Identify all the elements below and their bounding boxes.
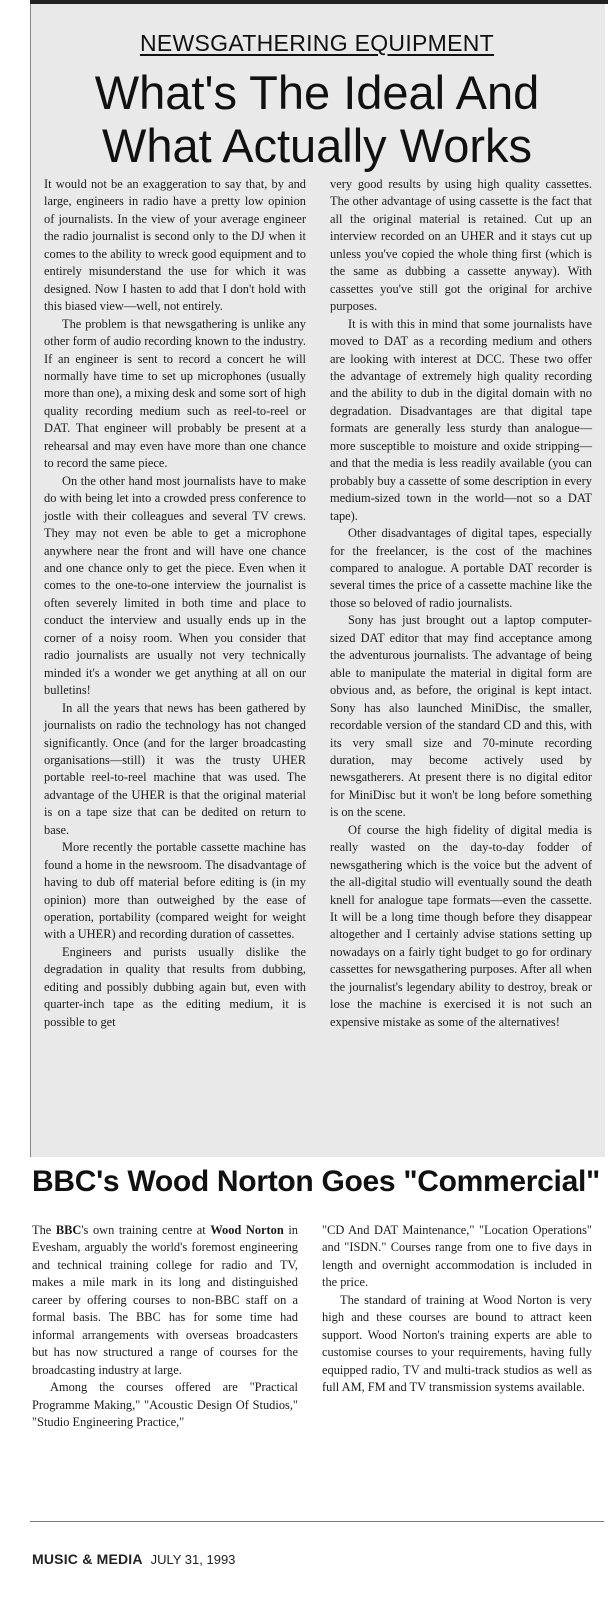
paragraph: "CD And DAT Maintenance," "Location Operations" and "ISDN." Courses range from one to five days in length and overnight accommodation is included in the price. (322, 1223, 592, 1290)
paragraph: Other disadvantages of digital tapes, especially for the freelancer, is the cost of the machines compared to analogue. A portable DAT recorder is several times the price of a cassette machine like the those so beloved of radio journalists. (330, 526, 592, 610)
article1-right-column (330, 176, 592, 1031)
article-headline (30, 66, 604, 172)
lead-mid: 's own training centre at (81, 1223, 211, 1237)
lead-bold-bbc: BBC (55, 1223, 82, 1237)
section-kicker: NEWSGATHERING EQUIPMENT (139, 30, 495, 56)
paragraph: More recently the portable cassette machine has found a home in the newsroom. The disadvantage of having to dub off material before editing is (in my opinion) more than outweighed by the ease of operation, portability (compared weight for weight with a UHER) and recording duration of cassettes. (44, 840, 306, 942)
headline-line-1: What's The Ideal And (94, 66, 540, 119)
headline-line-2: What Actually Works (101, 119, 533, 172)
paragraph: The standard of training at Wood Norton is very high and these courses are bound to attract keen support. Wood Norton's training experts are able to customise courses to your requirements, having fully equipped radio, TV and multi-track studios as well as full AM, FM and TV transmission systems available. (322, 1292, 592, 1395)
publication-name: MUSIC & MEDIA (32, 1551, 143, 1567)
footer-rule (30, 1521, 604, 1522)
paragraph: Among the courses offered are "Practical Programme Making," "Acoustic Design Of Studios," "Studio Engineering Practice," (32, 1380, 298, 1429)
paragraph: Sony has just brought out a laptop computer-sized DAT editor that may find acceptance among the adventurous journalists. The advantage of being able to manipulate the material in digital form are obvious and, as before, the original is kept intact. Sony has also launched MiniDisc, the smaller, recordable version of the standard CD and this, with its very small size and 70-minute recording duration, may become actively used by newsgatherers. At present there is no digital editor for MiniDisc but it won't be long before something is on the scene. (330, 613, 592, 820)
article1-left-column (44, 176, 306, 1031)
lead-rest: in Evesham, arguably the world's foremost engineering and technical training college for radio and TV, makes a mile mark in its long and distinguished career by offering courses to non-BBC staff on a formal basis. The BBC has for some time had informal arrangements with overseas broadcasters but has now structured a range of courses for the broadcasting industry at large. (32, 1223, 298, 1377)
page-footer (32, 1551, 235, 1567)
lead-paragraph (32, 1222, 298, 1379)
paragraph: In all the years that news has been gathered by journalists on radio the technology has not changed significantly. Once (and for the larger broadcasting organisations—still) it was the trusty UHER portable reel-to-reel machine that was used. The advantage of the UHER is that the original material is on a tape size that can be dedited on return to base. (44, 700, 306, 837)
paragraph: On the other hand most journalists have to make do with being let into a crowded press conference to jostle with their colleagues and several TV crews. They may not even be able to get a microphone anywhere near the front and will have one chance and one chance only to get the piece. Even when it comes to the one-to-one interview the journalist is often severely limited in both time and place to conduct the interview and usually ends up in the corner of a noisy room. When you consider that radio journalists are usually not very technically minded it's a wonder we get anything at all on our bulletins! (44, 473, 306, 698)
paragraph: Engineers and purists usually dislike the degradation in quality that results from dubbing, editing and possibly dubbing again but, even with quarter-inch tape as the editing medium, it is possible to get (44, 944, 306, 1029)
paragraph: Of course the high fidelity of digital media is really wasted on the day-to-day fodder of newsgathering which is the voice but the advent of the all-digital studio will eventually sound the death knell for analogue tape formats—even the cassette. It will be a long time though before they disappear altogether and I certainly advise stations setting up nowadays on a fairly tight budget to go for ordinary cassettes for newsgathering purposes. After all when the journalist's legendary ability to destroy, break or lose the machine is exercised it is not such an expensive mistake as some of the alternatives! (330, 822, 592, 1029)
lead-bold-wood-norton: Wood Norton (210, 1223, 284, 1237)
issue-date: JULY 31, 1993 (150, 1552, 236, 1567)
paragraph: It is with this in mind that some journalists have moved to DAT as a recording medium and others are looking with interest at DCC. These two offer the advantage of extremely high quality recording and the ability to dub in the digital domain with no degradation. Disadvantages are that digital tape formats are generally less sturdy than analogue—more susceptible to moisture and oxide stripping—and that the media is less readily available (you can probably buy a cassette of some description in every medium-sized town in the world—not so a DAT tape). (330, 316, 592, 523)
paragraph: The problem is that newsgathering is unlike any other form of audio recording known to the industry. If an engineer is sent to record a concert he will normally have time to set up microphones (usually more than one), a mixing desk and some sort of high quality recording medium such as reel-to-reel or DAT. That engineer will probably be present at a rehearsal and may even have more than one chance to record the same piece. (44, 316, 306, 471)
paragraph: very good results by using high quality cassettes. The other advantage of using cassette is the fact that all the original material is retained. Cut up an interview recorded on an UHER and it stays cut up unless you've copied the whole thing first (which is the same as dubbing a cassette anyway). With cassettes you've still got the original for archive purposes. (330, 177, 592, 314)
article2-headline: BBC's Wood Norton Goes "Commercial" (32, 1165, 600, 1198)
lead-prefix: The (32, 1223, 56, 1237)
article2-left-column (32, 1222, 298, 1431)
article2-right-column (322, 1222, 592, 1397)
paragraph: It would not be an exaggeration to say that, by and large, engineers in radio have a pretty low opinion of journalists. In the view of your average engineer the radio journalist is second only to the DJ when it comes to the ability to wreck good equipment and to entirely misunderstand the use for which it was designed. Now I hasten to add that I don't hold with this biased view—well, not entirely. (44, 177, 306, 314)
